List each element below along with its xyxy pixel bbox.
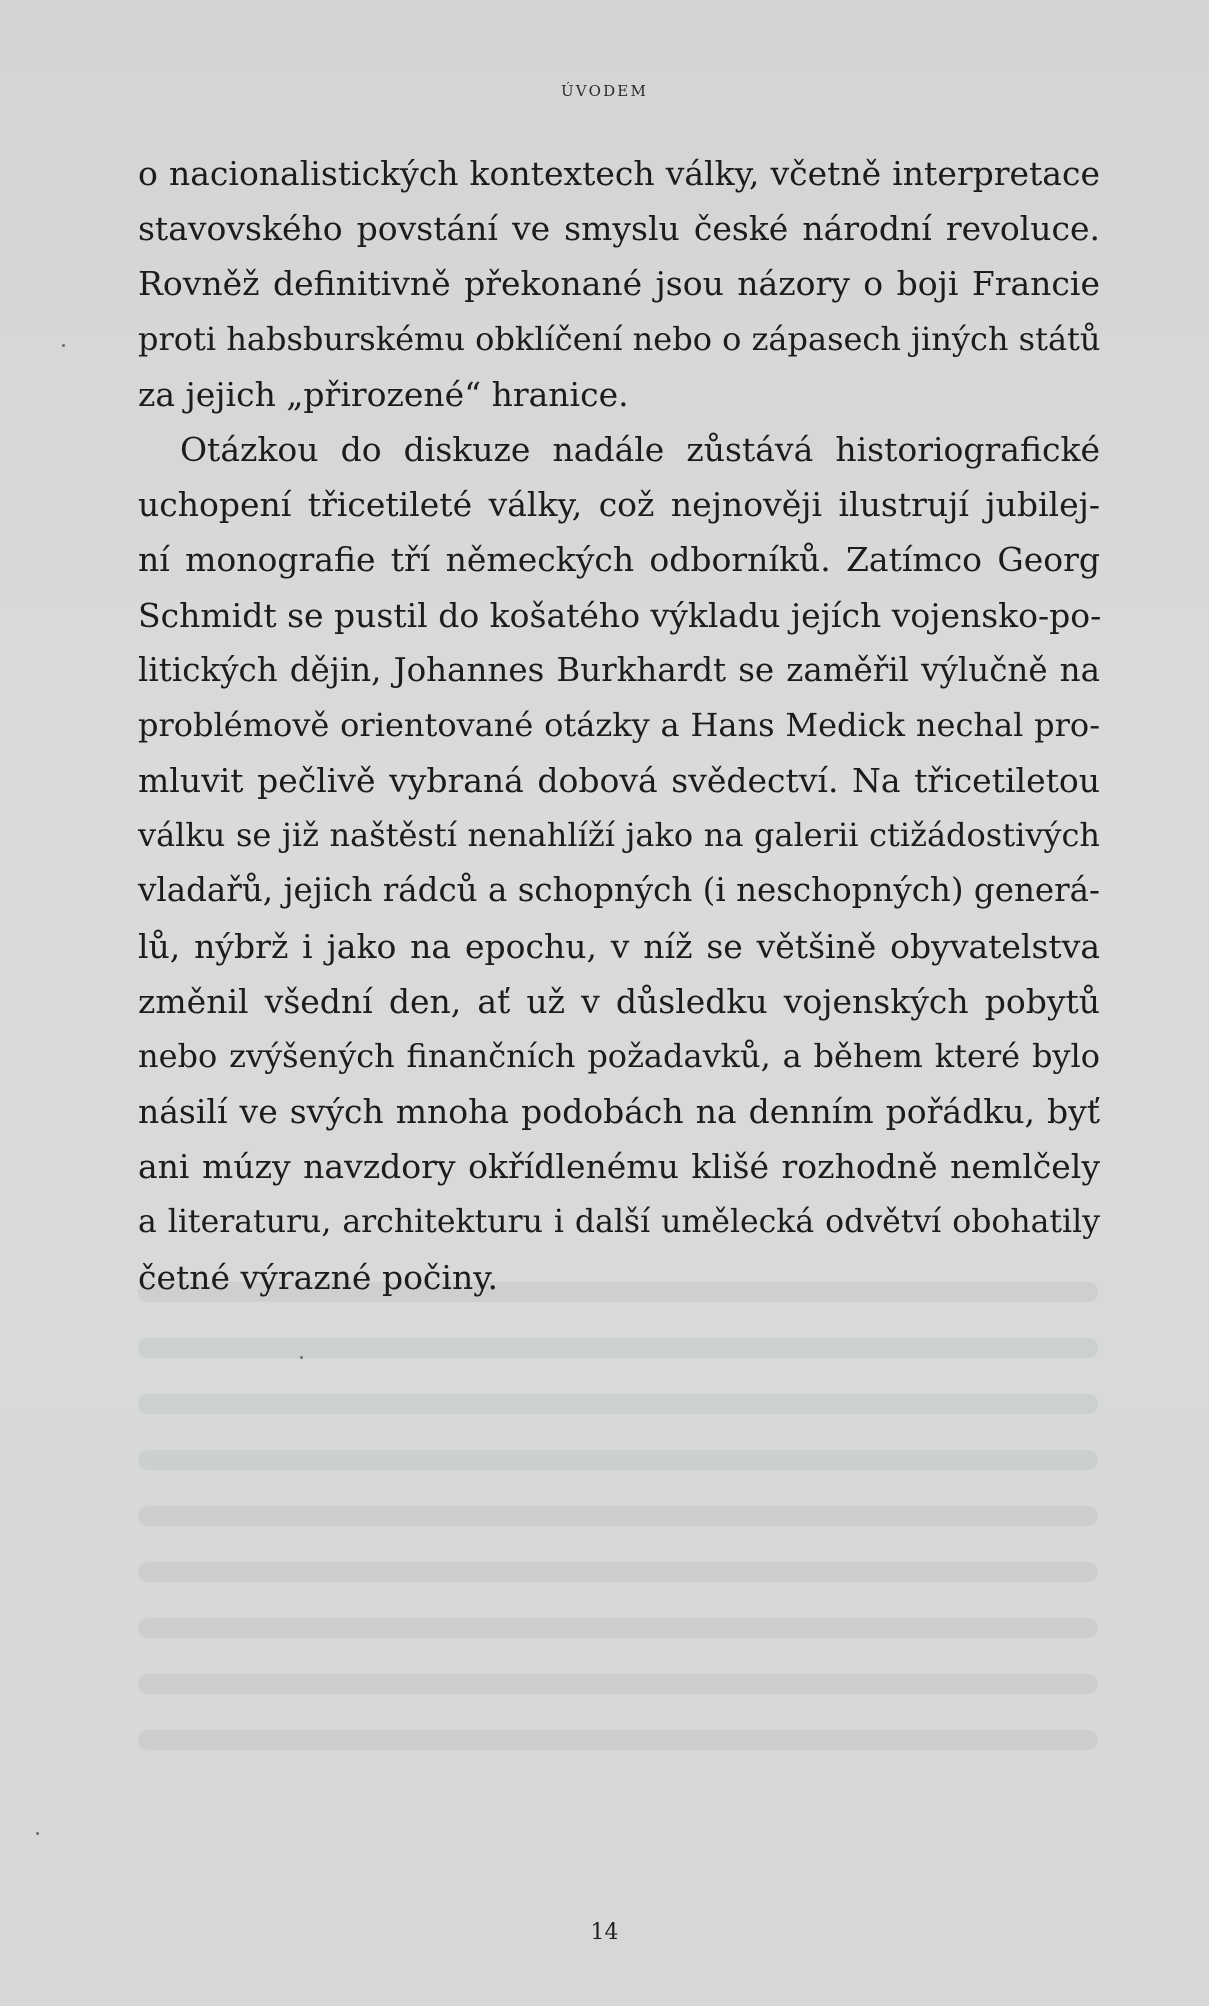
text-line: za jejich „přirozené“ hranice.	[138, 374, 629, 414]
text-line: stavovského povstání ve smyslu české národní revoluce.	[138, 209, 1100, 249]
text-line: ani múzy navzdory okřídlenému klišé rozhodně nemlčely	[138, 1147, 1100, 1187]
paper-speck	[62, 344, 65, 347]
text-line: Otázkou do diskuze nadále zůstává historiografické	[180, 429, 1100, 469]
text-line: Rovněž definitivně překonané jsou názory o boji Francie	[138, 264, 1100, 304]
text-line: mluvit pečlivě vybraná dobová svědectví. Na třicetiletou	[138, 761, 1100, 801]
show-through-shadow	[138, 1562, 1098, 1582]
show-through-shadow	[138, 1506, 1098, 1526]
text-line: proti habsburskému obklíčení nebo o zápasech jiných států	[138, 319, 1101, 358]
show-through-shadow	[138, 1674, 1098, 1694]
text-line: litických dějin, Johannes Burkhardt se zaměřil výlučně na	[138, 650, 1100, 689]
text-line: Schmidt se pustil do košatého výkladu jejích vojensko-po-	[138, 595, 1102, 635]
text-line: ní monografie tří německých odborníků. Zatímco Georg	[138, 540, 1100, 580]
text-line: násilí ve svých mnoha podobách na denním pořádku, byť	[138, 1092, 1100, 1132]
paragraph-continued	[138, 146, 1100, 422]
show-through-shadow	[138, 1730, 1098, 1750]
show-through-shadow	[138, 1394, 1098, 1414]
text-line: četné výrazné počiny.	[138, 1257, 498, 1297]
show-through-shadow	[138, 1450, 1098, 1470]
body-text	[138, 146, 1100, 1305]
text-line: změnil všední den, ať už v důsledku vojenských pobytů	[138, 981, 1100, 1021]
text-line: válku se již naštěstí nenahlíží jako na galerii ctižádostivých	[138, 816, 1100, 855]
paragraph	[138, 422, 1100, 1305]
text-line: vladařů, jejich rádců a schopných (i neschopných) generá-	[138, 871, 1100, 910]
show-through-shadow	[138, 1618, 1098, 1638]
text-line: a literaturu, architekturu i další umělecká odvětví obohatily	[138, 1203, 1100, 1240]
paper-speck	[300, 1356, 303, 1359]
text-line: problémově orientované otázky a Hans Medick nechal pro-	[138, 705, 1100, 744]
page-number: 14	[590, 1920, 619, 1945]
text-line: lů, nýbrž i jako na epochu, v níž se většině obyvatelstva	[138, 926, 1100, 966]
running-head: ÚVODEM	[560, 82, 649, 100]
show-through-shadow	[138, 1338, 1098, 1358]
text-line: uchopení třicetileté války, což nejnověji ilustrují jubilej-	[138, 485, 1100, 525]
paper-speck	[36, 1832, 39, 1835]
text-line: nebo zvýšených finančních požadavků, a během které bylo	[138, 1037, 1100, 1075]
text-line: o nacionalistických kontextech války, včetně interpretace	[138, 154, 1100, 193]
